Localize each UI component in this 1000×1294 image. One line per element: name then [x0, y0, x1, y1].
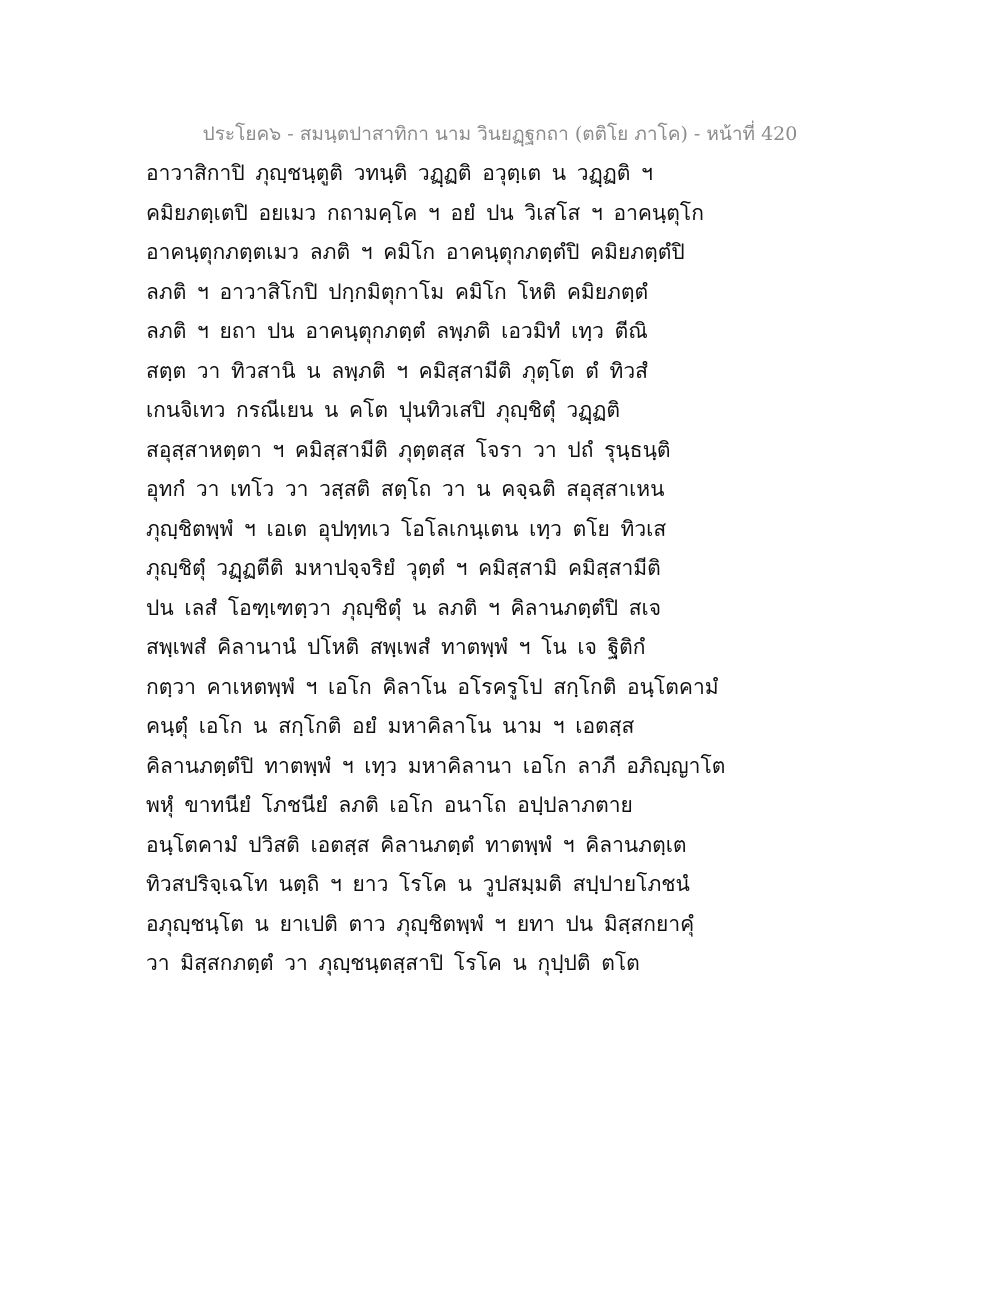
text-line: อนฺโตคามํ ปวิสติ เอตสฺส คิลานภตฺตํ ทาตพฺพํ ฯ คิลานภตฺเต — [146, 832, 687, 857]
text-line: ภุญฺชิตุํ วฏฺฏตีติ มหาปจฺจริยํ วุตฺตํ ฯ คมิสฺสามิ คมิสฺสามีติ — [146, 556, 661, 580]
page-header-title: ประโยค๖ - สมนฺตปาสาทิกา นาม วินยฏฺฐกถา (ตติโย ภาโค) - หน้าที่ — [202, 123, 756, 145]
text-line: พหุํ ขาทนียํ โภชนียํ ลภติ เอโก อนาโถ อปฺปลาภตาย — [146, 793, 633, 817]
body-text — [146, 154, 726, 984]
page-number: 420 — [761, 123, 798, 145]
text-line: เกนจิเทว กรณีเยน น คโต ปุนทิวเสปิ ภุญฺชิตุํ วฏฺฏติ — [146, 398, 620, 422]
page-header — [0, 120, 1000, 148]
text-line: อุทกํ วา เทโว วา วสฺสติ สตฺโถ วา น คจฺฉติ สอุสฺสาเหน — [146, 477, 665, 501]
text-line: อาคนฺตุกภตฺตเมว ลภติ ฯ คมิโก อาคนฺตุกภตฺตํปิ คมิยภตฺตํปิ — [146, 240, 685, 264]
text-line: ทิวสปริจฺเฉโท นตฺถิ ฯ ยาว โรโค น วูปสมฺมติ สปฺปายโภชนํ — [146, 872, 690, 896]
text-line: สพฺเพสํ คิลานานํ ปโหติ สพฺเพสํ ทาตพฺพํ ฯ โน เจ ฐิติกํ — [146, 635, 646, 659]
text-line: อภุญฺชนฺโต น ยาเปติ ตาว ภุญฺชิตพฺพํ ฯ ยทา ปน มิสฺสกยาคุํ — [146, 911, 695, 936]
text-line: ลภติ ฯ อาวาสิโกปิ ปกฺกมิตุกาโม คมิโก โหติ คมิยภตฺตํ — [146, 279, 649, 304]
text-line: คมิยภตฺเตปิ อยเมว กถามคฺโค ฯ อยํ ปน วิเสโส ฯ อาคนฺตุโก — [146, 200, 704, 225]
text-line: สตฺต วา ทิวสานิ น ลพฺภติ ฯ คมิสฺสามีติ ภุตฺโต ตํ ทิวสํ — [146, 358, 648, 383]
text-line: คนฺตุํ เอโก น สกฺโกติ อยํ มหาคิลาโน นาม ฯ เอตสฺส — [146, 714, 635, 738]
text-line: สอุสฺสาหตฺตา ฯ คมิสฺสามีติ ภุตฺตสฺส โจรา วา ปถํ รุนฺธนฺติ — [146, 437, 671, 462]
text-line: กตฺวา คาเหตพฺพํ ฯ เอโก คิลาโน อโรครูโป สกฺโกติ อนฺโตคามํ — [146, 674, 719, 699]
text-line: ภุญฺชิตพฺพํ ฯ เอเต อุปทฺทเว โอโลเกนฺเตน เทฺว ตโย ทิวเส — [146, 516, 667, 541]
text-line: คิลานภตฺตํปิ ทาตพฺพํ ฯ เทฺว มหาคิลานา เอโก ลาภี อภิญฺญาโต — [146, 753, 726, 778]
text-line: ปน เลสํ โอฑฺเฑตฺวา ภุญฺชิตุํ น ลภติ ฯ คิลานภตฺตํปิ สเจ — [146, 595, 662, 620]
text-line: วา มิสฺสกภตฺตํ วา ภุญฺชนฺตสฺสาปิ โรโค น กุปฺปติ ตโต — [146, 951, 640, 975]
text-line: ลภติ ฯ ยถา ปน อาคนฺตุกภตฺตํ ลพฺภติ เอวมิทํ เทฺว ตีณิ — [146, 319, 648, 343]
text-line: อาวาสิกาปิ ภุญฺชนฺตูติ วทนฺติ วฏฺฏติ อวุตฺเต น วฏฺฏติ ฯ — [146, 161, 653, 185]
